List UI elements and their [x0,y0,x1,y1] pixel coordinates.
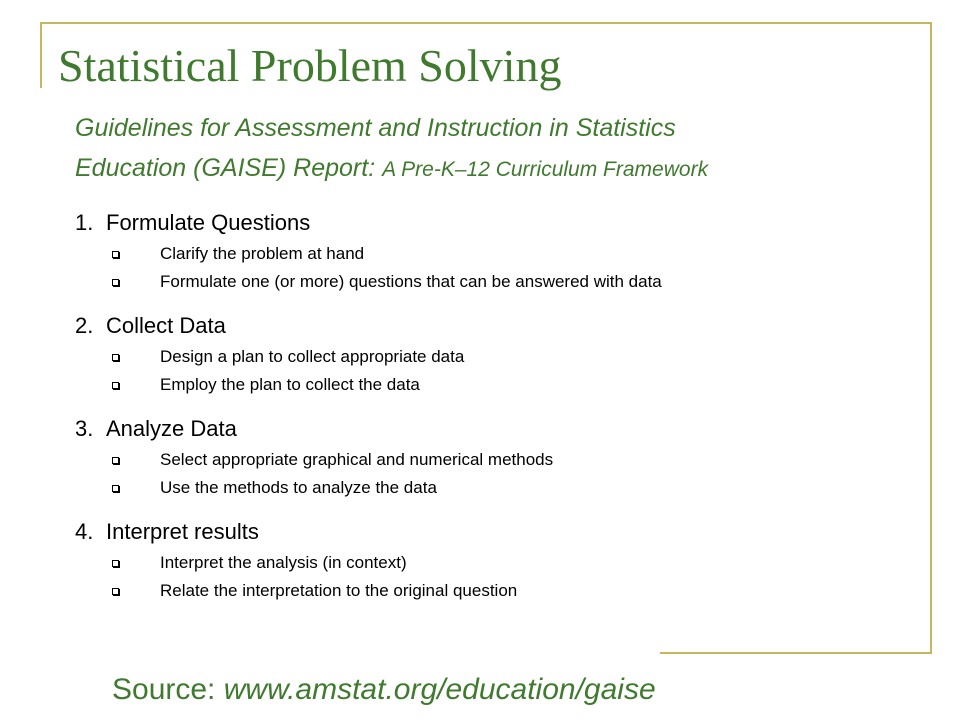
square-bullet-icon [106,251,160,258]
square-bullet-icon [106,457,160,464]
step-number: 3. [75,416,94,441]
source-citation [112,668,656,712]
frame-left-line [40,22,42,88]
step-heading [75,309,662,343]
sub-item-text: Use the methods to analyze the data [160,478,437,497]
step-number: 2. [75,313,94,338]
step-label: Analyze Data [106,416,237,441]
source-url: www.amstat.org/education/gaise [223,673,656,706]
steps-list [75,206,662,618]
frame-right-line [930,22,932,654]
step-sub-list [75,446,662,502]
source-label: Source: [112,673,224,706]
square-bullet-icon [106,588,160,595]
step-heading [75,412,662,446]
sub-item-text: Select appropriate graphical and numerical methods [160,450,554,469]
step-interpret-results [75,515,662,605]
step-label: Interpret results [106,519,259,544]
sub-item [106,343,662,371]
square-bullet-icon [106,485,160,492]
sub-item [106,446,662,474]
square-bullet-icon [106,279,160,286]
sub-item-text: Clarify the problem at hand [160,244,365,263]
square-bullet-icon [106,560,160,567]
slide-subtitle [75,108,708,190]
sub-item-text: Design a plan to collect appropriate data [160,347,465,366]
subtitle-line-2-framework: A Pre-K–12 Curriculum Framework [382,158,709,181]
subtitle-line-1: Guidelines for Assessment and Instruction in Statistics [75,114,676,142]
step-heading [75,206,662,240]
sub-item [106,549,662,577]
frame-bottom-line [660,652,932,654]
sub-item-text: Formulate one (or more) questions that can be answered with data [160,272,662,291]
sub-item-text: Relate the interpretation to the original question [160,581,518,600]
step-sub-list [75,343,662,399]
square-bullet-icon [106,382,160,389]
slide-title: Statistical Problem Solving [58,40,562,91]
sub-item [106,577,662,605]
sub-item [106,268,662,296]
step-heading [75,515,662,549]
subtitle-line-2-main: Education (GAISE) Report: [75,154,383,182]
step-number: 4. [75,519,94,544]
sub-item-text: Employ the plan to collect the data [160,375,420,394]
square-bullet-icon [106,354,160,361]
sub-item-text: Interpret the analysis (in context) [160,553,407,572]
step-number: 1. [75,210,94,235]
sub-item [106,474,662,502]
step-label: Formulate Questions [106,210,311,235]
sub-item [106,240,662,268]
step-formulate-questions [75,206,662,296]
step-analyze-data [75,412,662,502]
frame-top-line [40,22,932,24]
step-collect-data [75,309,662,399]
step-label: Collect Data [106,313,226,338]
step-sub-list [75,240,662,296]
sub-item [106,371,662,399]
step-sub-list [75,549,662,605]
